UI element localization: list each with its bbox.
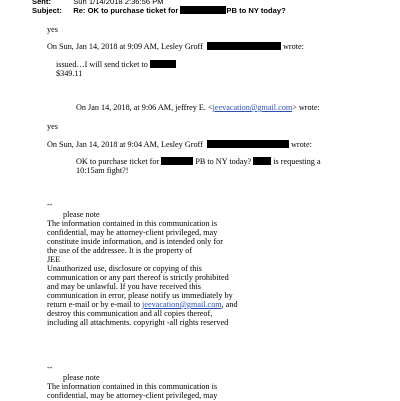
quote-header-2-text: On Jan 14, 2018, at 9:06 AM, jeffrey E. < xyxy=(76,103,213,112)
disclaimer-line: JEE xyxy=(47,255,61,264)
disclaimer-line: communication in error, please notify us immediately by xyxy=(47,291,233,300)
subject-suffix: PB to NY today? xyxy=(226,6,286,15)
signature-dashes: -- xyxy=(47,200,53,209)
sent-value: Sun 1/14/2018 2:36:56 PM xyxy=(73,0,164,6)
signature-dashes: -- xyxy=(47,363,53,372)
quote-header-1-wrote: wrote: xyxy=(282,42,304,51)
redaction-box xyxy=(207,42,281,50)
redaction-box xyxy=(253,157,271,165)
return-suffix: , and xyxy=(221,300,238,309)
amount: $349.11 xyxy=(56,69,83,78)
quote-header-1-text: On Sun, Jan 14, 2018 at 9:09 AM, Lesley Groff xyxy=(47,42,203,51)
return-prefix: return e-mail or by e-mail to xyxy=(47,300,140,309)
please-note: please note xyxy=(63,210,100,219)
disclaimer-line: The information contained in this communication is xyxy=(47,382,218,391)
sent-label: Sent: xyxy=(32,0,51,6)
quote-header-1 xyxy=(47,42,304,52)
disclaimer-line: confidential, may be attorney-client privileged, may xyxy=(47,228,218,237)
disclaimer-line: the use of the addressee. It is the property of xyxy=(47,246,193,255)
quote-header-2 xyxy=(76,103,320,113)
reply-yes: yes xyxy=(47,25,58,34)
redaction-box xyxy=(207,140,289,148)
quote-header-2-wrote: > wrote: xyxy=(292,103,320,112)
quote-header-3-wrote: wrote: xyxy=(290,140,312,149)
disclaimer-line: confidential, may be attorney-client privileged, may xyxy=(47,391,218,400)
disclaimer-line: destroy this communication and all copies thereof, xyxy=(47,309,213,318)
quote-header-3-text: On Sun, Jan 14, 2018 at 9:04 AM, Lesley Groff xyxy=(47,140,203,149)
disclaimer-line: The information contained in this communication is xyxy=(47,219,218,228)
subject-prefix: Re: OK to purchase ticket for xyxy=(73,6,179,15)
subject-row xyxy=(32,6,286,16)
request-prefix: OK to purchase ticket for xyxy=(76,157,160,166)
redaction-box xyxy=(161,157,193,165)
email-link[interactable]: jeevacation@gmail.com xyxy=(142,300,222,309)
request-middle: PB to NY today? xyxy=(195,157,252,166)
disclaimer-line: including all attachments. copyright -all rights reserved xyxy=(47,318,229,327)
disclaimer-line: and may be unlawful. If you have received this xyxy=(47,282,201,291)
request-line-2: 10:15am fight?! xyxy=(76,166,129,175)
redaction-box xyxy=(150,60,176,68)
quote-header-3 xyxy=(47,140,312,150)
disclaimer-line: communication or any part thereof is strictly prohibited xyxy=(47,273,229,282)
email-link[interactable]: jeevacation@gmail.com xyxy=(212,103,293,112)
disclaimer-line: Unauthorized use, disclosure or copying of this xyxy=(47,264,202,273)
redaction-box xyxy=(180,6,226,14)
please-note: please note xyxy=(63,373,100,382)
subject-label: Subject: xyxy=(32,6,62,15)
reply-yes-2: yes xyxy=(47,122,58,131)
request-suffix: is requesting a xyxy=(273,157,321,166)
disclaimer-line: constitute inside information, and is intended only for xyxy=(47,237,223,246)
issued-text: issued…I will send ticket to xyxy=(56,60,148,69)
